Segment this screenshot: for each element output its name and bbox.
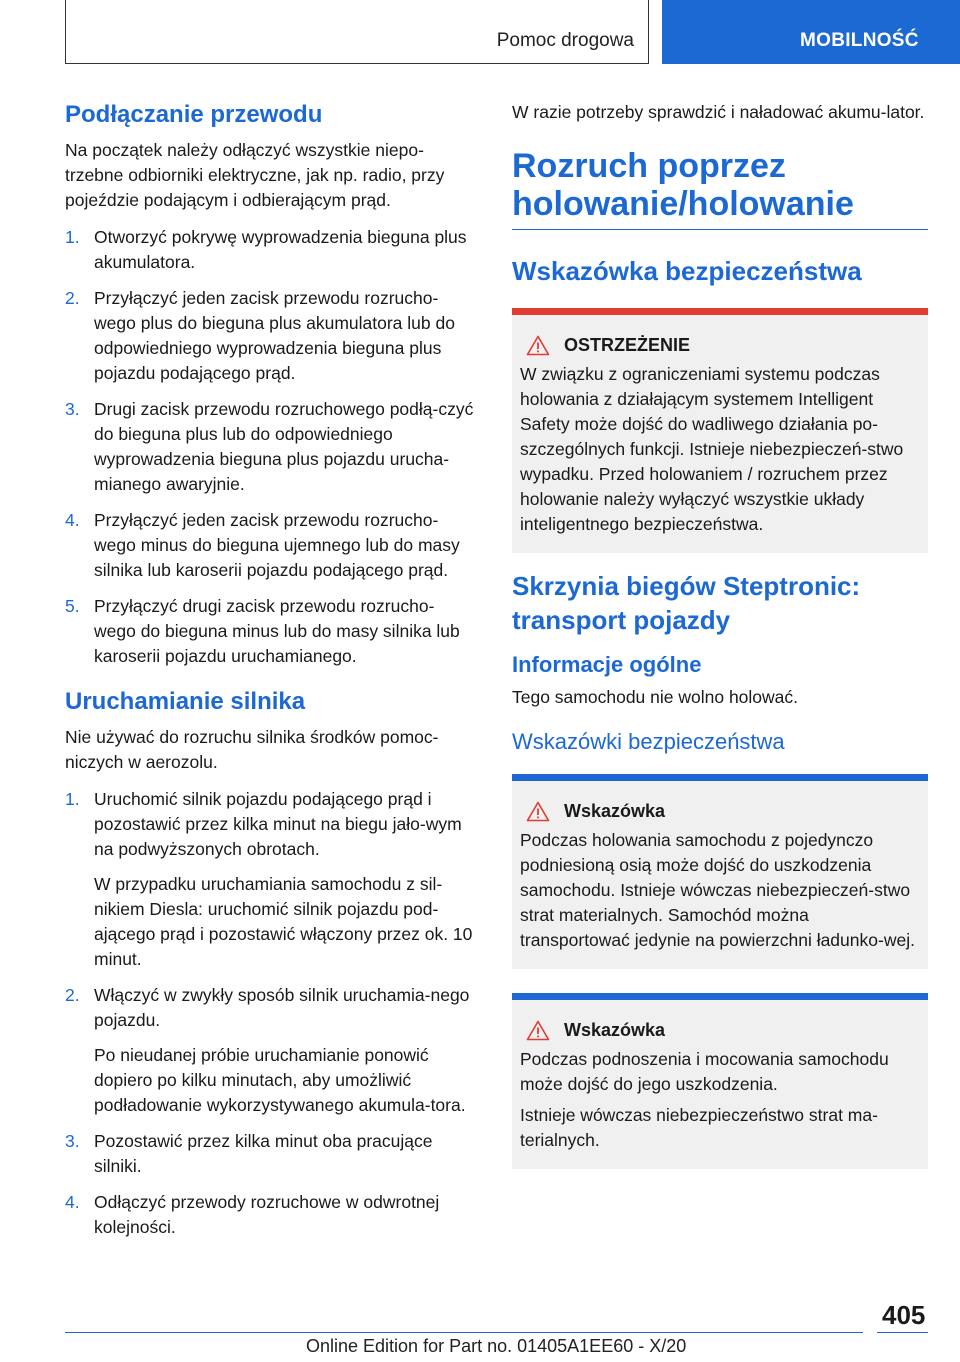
list-item: 5. Przyłączyć drugi zacisk przewodu rozrucho-wego do bieguna minus lub do masy silnika lub karoserii pojazdu uruchamianego. [65,596,460,666]
footer-divider-right [877,1332,928,1333]
connect-intro: Na początek należy odłączyć wszystkie niepo-trzebne odbiorniki elektryczne, jak np. radio, przy pojeździe podającym i odbierającym prąd. [65,140,445,210]
warning-text: W związku z ograniczeniami systemu podczas holowania z działającym systemem Intelligent Safety może dojść do wadliwego działania po-szczególnych funkcji. Istnieje niebezpieczeń-stwo wypadku. Przed holowaniem / rozruchem przez holowanie należy wyłączyć wszystkie układy inteligentnego bezpieczeństwa. [520,364,904,534]
connect-steps-list [65,225,475,669]
list-item: 2. Włączyć w zwykły sposób silnik uruchamia-nego pojazdu. Po nieudanej próbie uruchamianie ponowić dopiero po kilku minutach, aby umożliwić podładowanie wykorzystywanego akumula-tora. [65,985,470,1115]
footer-edition-text: Online Edition for Part no. 01405A1EE60 - X/20 [306,1336,687,1356]
list-item: 1. Uruchomić silnik pojazdu podającego prąd i pozostawić przez kilka minut na biegu jało-wym na podwyższonych obrotach. W przypadku uruchamiania samochodu z sil-nikiem Diesla: uruchomić silnik pojazdu pod-ającego prąd i pozostawić włączony przez ok. 10 minut. [65,789,473,969]
header-chapter-title: MOBILNOŚĆ [800,30,919,51]
heading-gearbox: Skrzynia biegów Steptronic: transport pojazdy [512,571,861,635]
note-title: Wskazówka [564,1020,666,1040]
heading-connect-cable: Podłączanie przewodu [65,101,323,128]
header-chapter-tab[interactable] [662,0,960,64]
note-box-1 [512,774,928,969]
footer-divider [65,1332,863,1333]
note-text: Istnieje wówczas niebezpieczeństwo strat ma-terialnych. [520,1105,878,1150]
caution-triangle-icon [526,801,550,822]
start-intro: Nie używać do rozruchu silnika środków pomoc-niczych w aerozolu. [65,727,439,772]
list-item: 1. Otworzyć pokrywę wyprowadzenia bieguna plus akumulatora. [65,227,467,272]
battery-note: W razie potrzeby sprawdzić i naładować akumu-lator. [512,102,925,122]
note-text: Podczas holowania samochodu z pojedynczo podniesioną osią może dojść do uszkodzenia samochodu. Istnieje wówczas niebezpieczeń-stwo strat materialnych. Samochód można transportować jedynie na powierzchni ładunko-wej. [520,830,915,950]
list-item: 3. Drugi zacisk przewodu rozruchowego podłą-czyć do bieguna plus lub do odpowiedniego wyprowadzenia bieguna plus pojazdu urucha-mianego awaryjnie. [65,399,474,494]
left-column [65,100,475,1254]
warning-box [512,308,928,553]
note-box-2 [512,993,928,1169]
page-number: 405 [882,1300,926,1330]
start-steps-list [65,787,475,1240]
header-section-title: Pomoc drogowa [496,30,634,51]
heading-start-engine: Uruchamianie silnika [65,688,306,715]
list-item: 4. Odłączyć przewody rozruchowe w odwrotnej kolejności. [65,1192,440,1237]
caution-triangle-icon [526,1020,550,1041]
warning-title: OSTRZEŻENIE [564,335,691,355]
note-title: Wskazówka [564,801,666,821]
heading-safety-note: Wskazówka bezpieczeństwa [512,256,862,286]
general-info-text: Tego samochodu nie wolno holować. [512,687,799,707]
heading-safety-tips: Wskazówki bezpieczeństwa [512,729,785,754]
list-item: 4. Przyłączyć jeden zacisk przewodu rozrucho-wego minus do bieguna ujemnego lub do masy silnika lub karoserii pojazdu podającego prąd. [65,510,460,580]
header-section-box [65,0,649,64]
heading-general-info: Informacje ogólne [512,652,702,677]
note-text: Podczas podnoszenia i mocowania samochodu może dojść do jego uszkodzenia. [520,1049,889,1094]
right-column [512,100,928,1183]
list-item: 2. Przyłączyć jeden zacisk przewodu rozrucho-wego plus do bieguna plus akumulatora lub do odpowiedniego wyprowadzenia bieguna plus pojazdu podającego prąd. [65,288,455,383]
warning-triangle-icon [526,335,550,356]
heading-towing: Rozruch poprzez holowanie/holowanie [512,147,928,230]
list-item: 3. Pozostawić przez kilka minut oba pracujące silniki. [65,1131,433,1176]
